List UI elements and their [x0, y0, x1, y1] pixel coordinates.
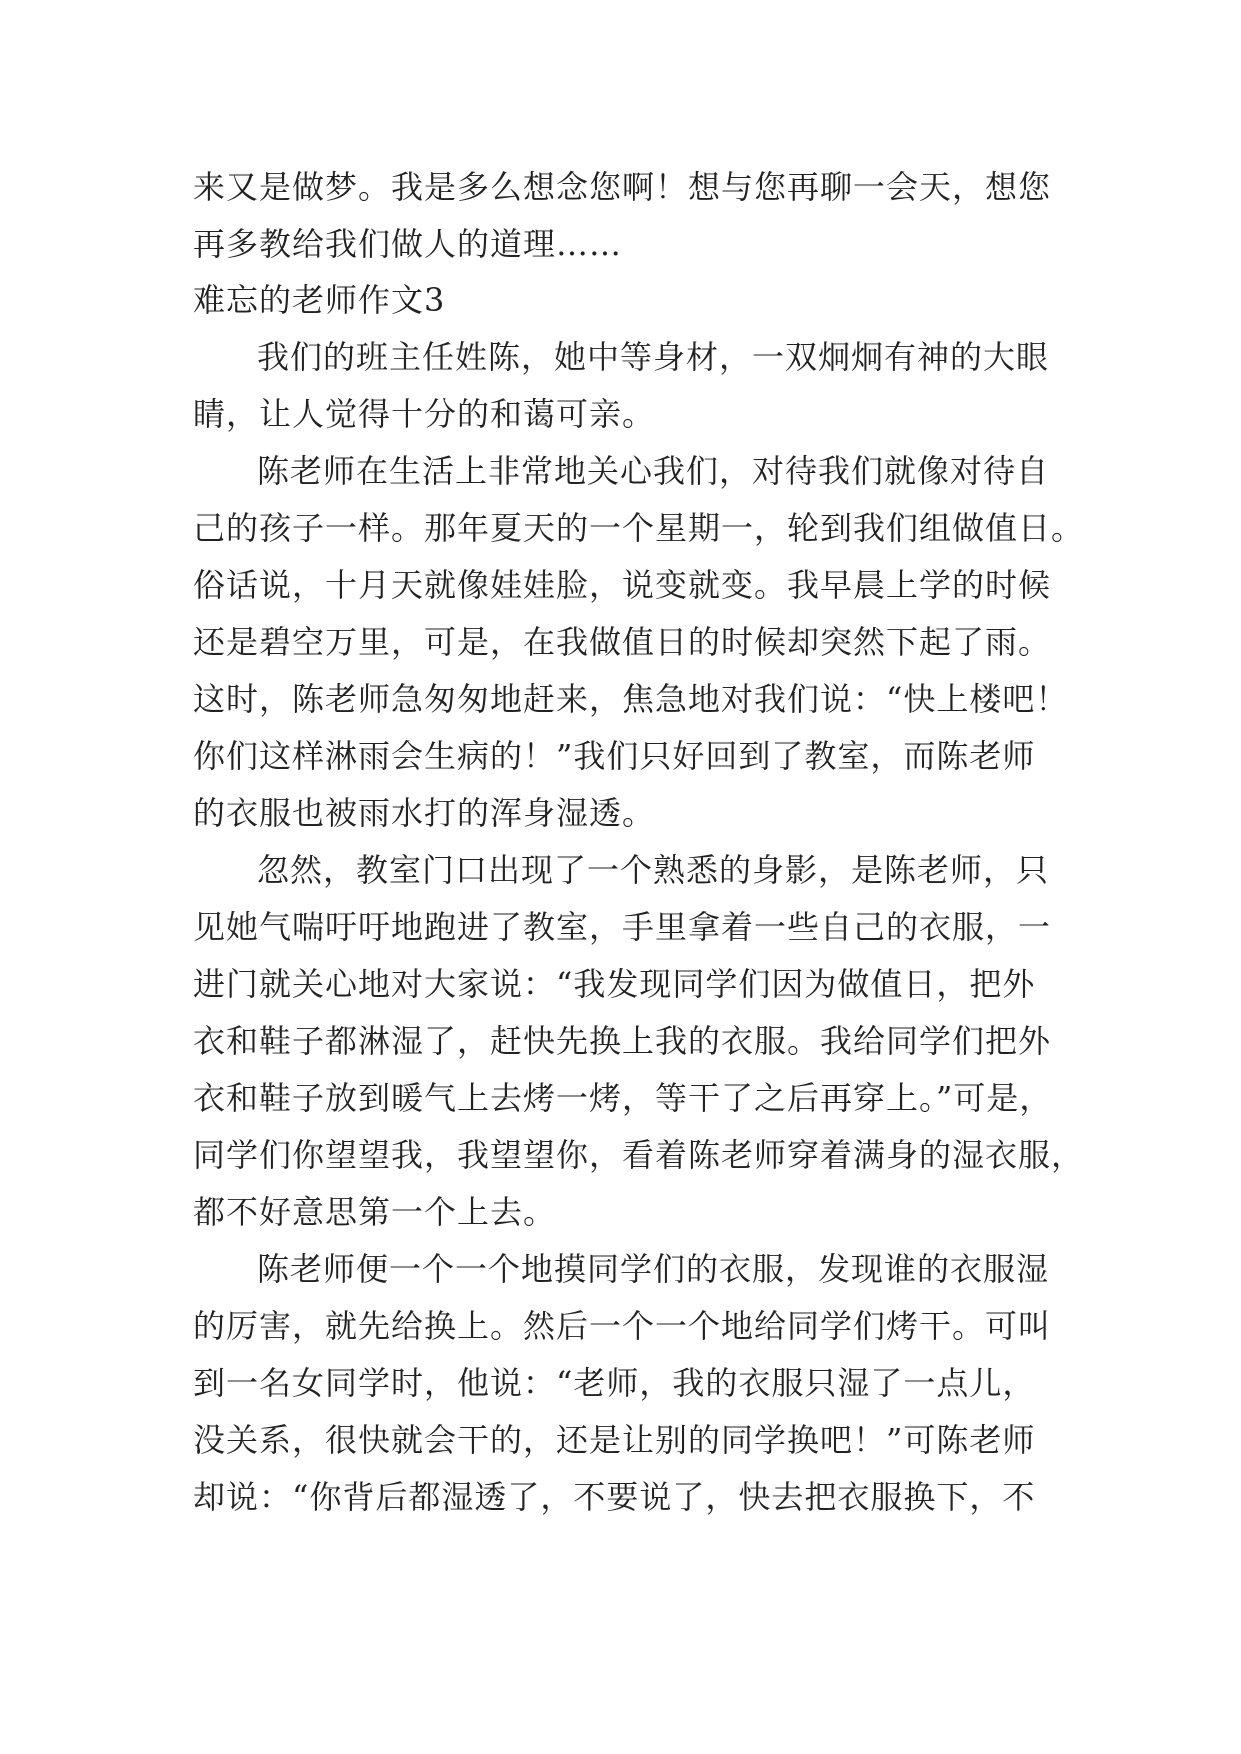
text-line: 俗话说，十月天就像娃娃脸，说变就变。我早晨上学的时候 [193, 566, 1052, 604]
text-line: 都不好意思第一个上去。 [193, 1193, 557, 1231]
paragraph-start: 我们的班主任姓陈，她中等身材，一双炯炯有神的大眼 [257, 338, 1050, 376]
text-line: 衣和鞋子都淋湿了，赶快先换上我的衣服。我给同学们把外 [193, 1022, 1052, 1060]
text-line: 己的孩子一样。那年夏天的一个星期一，轮到我们组做值日。 [193, 509, 1085, 547]
text-line: 你们这样淋雨会生病的！”我们只好回到了教室，而陈老师 [193, 737, 1036, 775]
text-line: 没关系，很快就会干的，还是让别的同学换吧！”可陈老师 [193, 1421, 1036, 1459]
text-line: 这时，陈老师急匆匆地赶来，焦急地对我们说：“快上楼吧！ [193, 680, 1069, 718]
text-line: 同学们你望望我，我望望你，看着陈老师穿着满身的湿衣服， [193, 1136, 1085, 1174]
text-line: 衣和鞋子放到暖气上去烤一烤，等干了之后再穿上。”可是， [193, 1079, 1053, 1117]
text-line: 还是碧空万里，可是，在我做值日的时候却突然下起了雨。 [193, 623, 1052, 661]
text-line: 见她气喘吁吁地跑进了教室，手里拿着一些自己的衣服，一 [193, 908, 1052, 946]
text-line: 却说：“你背后都湿透了，不要说了，快去把衣服换下，不 [193, 1478, 1036, 1516]
text-line: 进门就关心地对大家说：“我发现同学们因为做值日，把外 [193, 965, 1036, 1003]
text-line: 到一名女同学时，他说：“老师，我的衣服只湿了一点儿， [193, 1364, 1036, 1402]
text-line: 的衣服也被雨水打的浑身湿透。 [193, 794, 656, 832]
text-line: 的厉害，就先给换上。然后一个一个地给同学们烤干。可叫 [193, 1307, 1052, 1345]
paragraph-start: 忽然，教室门口出现了一个熟悉的身影，是陈老师，只 [257, 851, 1050, 889]
text-line: 再多教给我们做人的道理…… [193, 225, 623, 263]
paragraph-start: 陈老师便一个一个地摸同学们的衣服，发现谁的衣服湿 [257, 1250, 1050, 1288]
text-line: 睛，让人觉得十分的和蔼可亲。 [193, 395, 656, 433]
text-line: 来又是做梦。我是多么想念您啊！想与您再聊一会天，想您 [193, 168, 1052, 206]
section-heading: 难忘的老师作文3 [193, 281, 446, 319]
paragraph-start: 陈老师在生活上非常地关心我们，对待我们就像对待自 [257, 452, 1050, 490]
